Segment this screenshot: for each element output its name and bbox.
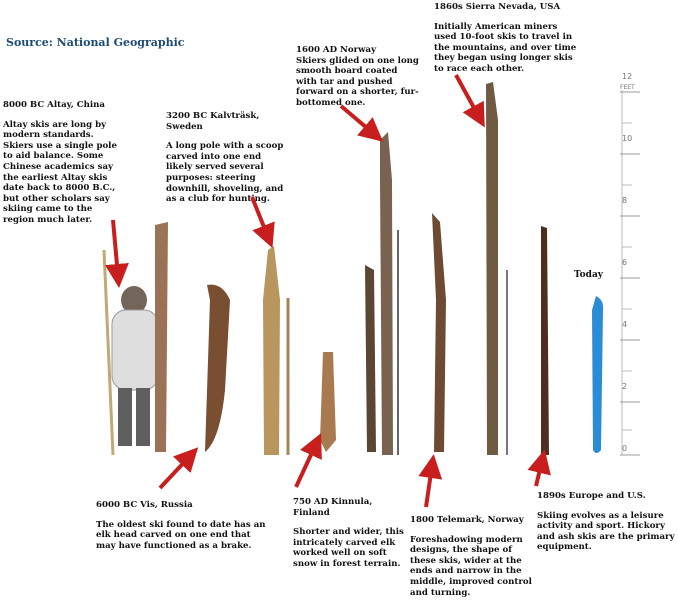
caption-europe-us-body: Skiing evolves as a leisure activity and sport. Hickory and ash skis are the primary equipment.: [537, 510, 675, 553]
caption-sierra-nevada-body: Initially American miners used 10-foot skis to travel in the mountains, and over time they began using longer skis to race each other.: [434, 21, 577, 74]
kalvtrask-ski: [263, 246, 280, 455]
caption-vis-body: The oldest ski found to date has an elk head carved on one end that may have functioned as a brake.: [96, 519, 266, 551]
europe-1890s-ski: [541, 226, 549, 455]
arrow-altay: [113, 220, 118, 276]
caption-altay-heading: 8000 BC Altay, China: [3, 100, 105, 110]
caption-telemark-heading: 1800 Telemark, Norway: [410, 515, 524, 525]
caption-vis-heading: 6000 BC Vis, Russia: [96, 500, 193, 510]
caption-europe-us-heading: 1890s Europe and U.S.: [537, 491, 646, 501]
arrow-sierra-nevada: [456, 75, 479, 117]
caption-telemark-body: Foreshadowing modern designs, the shape of these skis, wider at the ends and narrow in the middle, improved control and turning.: [410, 534, 532, 598]
caption-norway-1600-heading: 1600 AD Norway: [296, 45, 377, 55]
arrow-norway-1600: [341, 106, 374, 134]
caption-norway-1600-body: Skiers glided on one long smooth board coated with tar and pushed forward on a shorter, fur-bottomed one.: [296, 55, 419, 108]
modern-ski: [592, 296, 603, 453]
scale-tick-0: 0: [622, 444, 628, 453]
vis-ski: [205, 285, 230, 452]
kinnula-ski: [320, 352, 336, 452]
caption-kalvtrask-heading: 3200 BC Kalvträsk, Sweden: [166, 111, 260, 132]
arrow-europe-us: [536, 461, 542, 486]
sierra-nevada-ski: [486, 82, 498, 455]
arrow-kinnula: [296, 444, 316, 487]
scale-tick-8: 8: [622, 196, 628, 205]
caption-sierra-nevada-heading: 1860s Sierra Nevada, USA: [434, 2, 561, 12]
caption-kinnula-body: Shorter and wider, this intricately carved elk worked well on soft snow in forest terrain.: [293, 527, 404, 569]
source-credit: Source: National Geographic: [6, 36, 185, 49]
caption-altay-body: Altay skis are long by modern standards. Skiers use a single pole to aid balance. Some Chinese academics say the earliest Altay skis date back to 8000 B.C., but other scholars say skiing came to the region much later.: [3, 119, 117, 225]
caption-kalvtrask-body: A long pole with a scoop carved into one end likely served several purposes: steering downhill, shoveling, and as a club for hunting.: [166, 141, 284, 205]
scale-unit-label: FEET: [620, 84, 635, 91]
caption-kinnula-heading: 750 AD Kinnula, Finland: [293, 497, 373, 518]
scale-tick-12: 12: [622, 72, 633, 81]
altay-skier-figure: [104, 222, 168, 455]
telemark-ski: [432, 213, 446, 452]
arrow-vis: [160, 456, 190, 488]
scale-tick-2: 2: [622, 382, 628, 391]
scale-tick-6: 6: [622, 258, 628, 267]
arrow-kalvtrask: [252, 197, 268, 237]
height-scale-ruler: [620, 90, 640, 455]
scale-tick-10: 10: [622, 134, 633, 143]
arrow-telemark: [426, 466, 432, 507]
scale-tick-4: 4: [622, 320, 628, 329]
norway-1600-long-ski: [380, 132, 393, 455]
today-label: Today: [574, 270, 604, 280]
norway-1600-short-ski: [365, 265, 376, 452]
